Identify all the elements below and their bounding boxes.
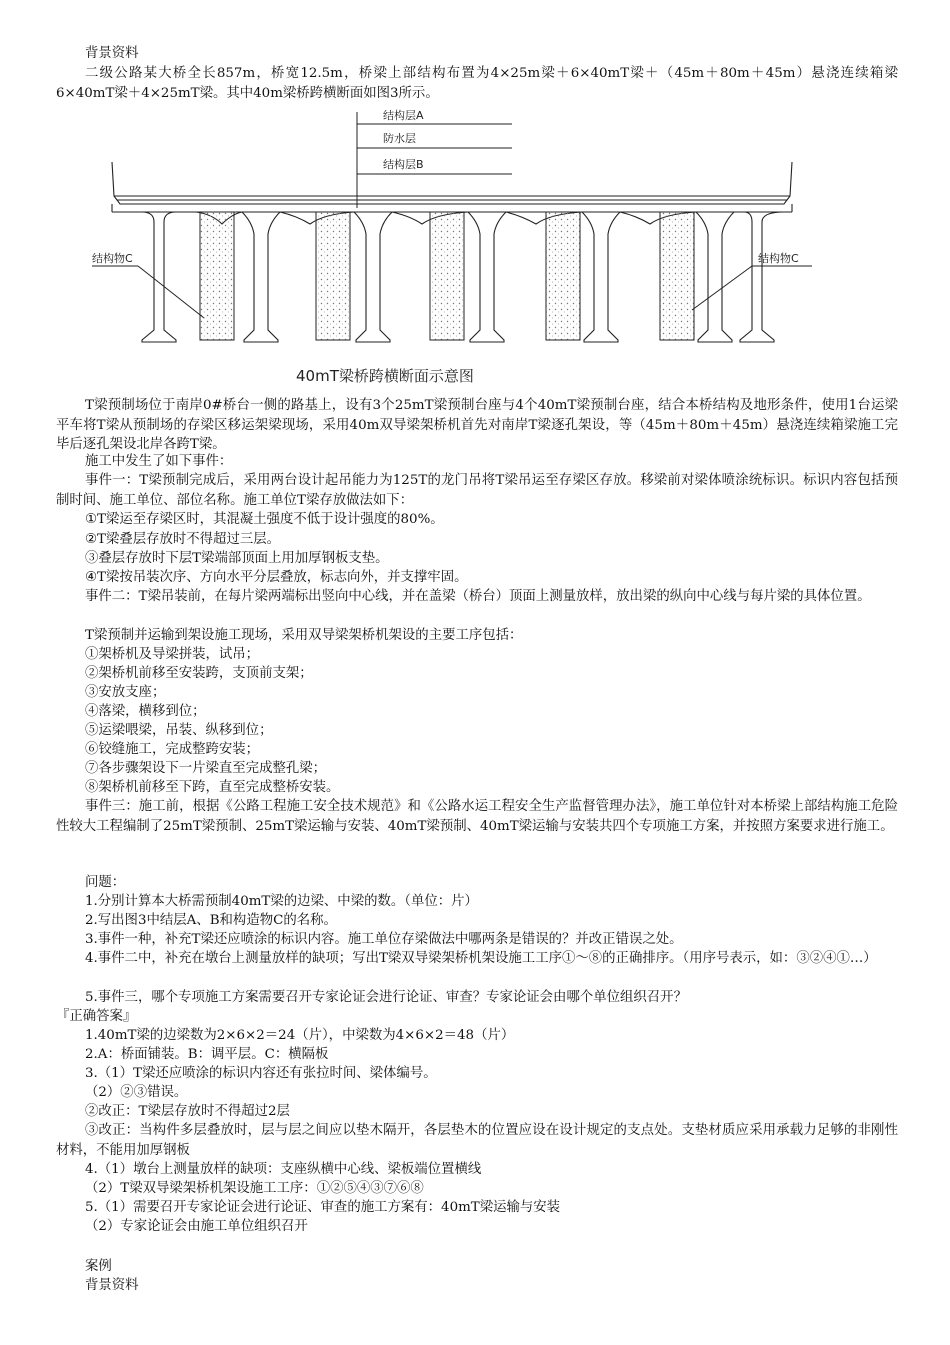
event-one: 事件一：T梁预制完成后，采用两台设计起吊能力为125T的龙门吊将T梁吊运至存梁区存放。移梁前对梁体喷涂统标识。标识内容包括预制时间、施工单位、部位名称。施工单位T梁存放做法如下：: [56, 473, 898, 508]
answer-item: 3.（1）T梁还应喷涂的标识内容还有张拉时间、梁体编号。: [85, 1066, 437, 1081]
process-item: ⑥铰缝施工，完成整跨安装；: [85, 742, 260, 757]
intro-paragraph: 二级公路某大桥全长857m，桥宽12.5m，桥梁上部结构布置为4×25m梁＋6×40mT梁＋（45m＋80m＋45m）悬浇连续箱梁6×40mT梁＋4×25mT梁。其中40m梁桥跨横断面如图3所示。: [56, 66, 898, 101]
storage-item: ④T梁按吊装次序、方向水平分层叠放，标志向外，并支撑牢固。: [85, 570, 468, 585]
questions-title: 问题：: [85, 875, 126, 890]
event-two: 事件二：T梁吊装前，在每片梁两端标出竖向中心线，并在盖梁（桥台）顶面上测量放样，放出梁的纵向中心线与每片梁的具体位置。: [85, 589, 871, 604]
bridge-deck: [112, 162, 792, 212]
answer-item: 2.A：桥面铺装。B：调平层。C：横隔板: [85, 1047, 329, 1062]
process-intro: T梁预制并运输到架设施工现场，采用双导梁架桥机架设的主要工序包括：: [85, 628, 523, 643]
question-item: 5.事件三，哪个专项施工方案需要召开专家论证会进行论证、审查？专家论证会由哪个单位组织召开？: [85, 990, 687, 1005]
cross-section-figure: [92, 104, 812, 394]
answer-item: （2）T梁双导梁架桥机架设施工工序：①②⑤④③⑦⑥⑧: [85, 1181, 424, 1196]
storage-item: ①T梁运至存梁区时，其混凝土强度不低于设计强度的80%。: [85, 512, 444, 527]
storage-item: ③叠层存放时下层T梁端部顶面上用加厚钢板支垫。: [85, 551, 389, 566]
answer-item: ②改正：T梁层存放时不得超过2层: [85, 1104, 290, 1119]
question-item: 3.事件一种，补充T梁还应喷涂的标识内容。施工单位存梁做法中哪两条是错误的？并改正错误之处。: [85, 932, 683, 947]
answer-item: （2）②③错误。: [85, 1085, 188, 1100]
answer-item: 1.40mT梁的边梁数为2×6×2＝24（片），中梁数为4×6×2＝48（片）: [85, 1028, 515, 1043]
label-layer-b: 结构层B: [383, 158, 424, 171]
process-item: ①架桥机及导梁拼装，试吊；: [85, 647, 260, 662]
answer-item: 5.（1）需要召开专家论证会进行论证、审查的施工方案有：40mT梁运输与安装: [85, 1200, 561, 1215]
answer-item: ③改正：当构件多层叠放时，层与层之间应以垫木隔开，各层垫木的位置应设在设计规定的支点处。支垫材质应采用承载力足够的非刚性材料，不能用加厚钢板: [56, 1123, 898, 1158]
storage-item: ②T梁叠层存放时不得超过三层。: [85, 532, 281, 547]
answer-item: 4.（1）墩台上测量放样的缺项：支座纵横中心线、梁板端位置横线: [85, 1162, 482, 1177]
process-item: ④落梁，横移到位；: [85, 704, 206, 719]
event-three: 事件三：施工前，根据《公路工程施工安全技术规范》和《公路水运工程安全生产监督管理办法》，施工单位针对本桥梁上部结构施工危险性较大工程编制了25mT梁预制、25mT梁运输与安装、40mT梁预制、40mT梁运输与安装共四个专项施工方案，并按照方案要求进行施工。: [56, 799, 898, 834]
layer-leader-lines: [357, 112, 512, 208]
case-title: 案例: [85, 1259, 112, 1274]
answer-item: （2）专家论证会由施工单位组织召开: [85, 1219, 308, 1234]
events-intro: 施工中发生了如下事件：: [85, 454, 233, 469]
figure-caption: 40mT梁桥跨横断面示意图: [296, 367, 474, 385]
label-waterproof: 防水层: [383, 132, 416, 145]
question-item: 1.分别计算本大桥需预制40mT梁的边梁、中梁的数。（单位：片）: [85, 894, 478, 909]
label-structure-c-right: 结构物C: [758, 252, 799, 265]
diaphragms: [200, 212, 694, 340]
process-item: ②架桥机前移至安装跨，支顶前支架；: [85, 666, 313, 681]
section-title: 背景资料: [85, 46, 139, 61]
footer-section-title: 背景资料: [85, 1278, 139, 1293]
question-item: 4.事件二中，补充在墩台上测量放样的缺项；写出T梁双导梁架桥机架设施工工序①～⑧的正确排序。（用序号表示，如：③②④①…）: [85, 951, 877, 966]
process-item: ⑦各步骤架设下一片梁直至完成整孔梁；: [85, 761, 327, 776]
answers-title: 『正确答案』: [56, 1009, 137, 1024]
process-item: ③安放支座；: [85, 685, 166, 700]
process-item: ⑧架桥机前移至下跨，直至完成整桥安装。: [85, 780, 340, 795]
question-item: 2.写出图3中结层A、B和构造物C的名称。: [85, 913, 337, 928]
label-layer-a: 结构层A: [383, 109, 424, 122]
label-structure-c-left: 结构物C: [92, 252, 133, 265]
process-item: ⑤运梁喂梁，吊装、纵移到位；: [85, 723, 273, 738]
site-paragraph: T梁预制场位于南岸0#桥台一侧的路基上，设有3个25mT梁预制台座与4个40mT梁预制台座，结合本桥结构及地形条件，使用1台运梁平车将T梁从预制场的存梁区移运架梁现场，采用40m双导梁架桥机首先对南岸T梁逐孔架设，等（45m＋80m＋45m）悬浇连续箱梁施工完毕后逐孔架设北岸各跨T梁。: [56, 398, 898, 452]
